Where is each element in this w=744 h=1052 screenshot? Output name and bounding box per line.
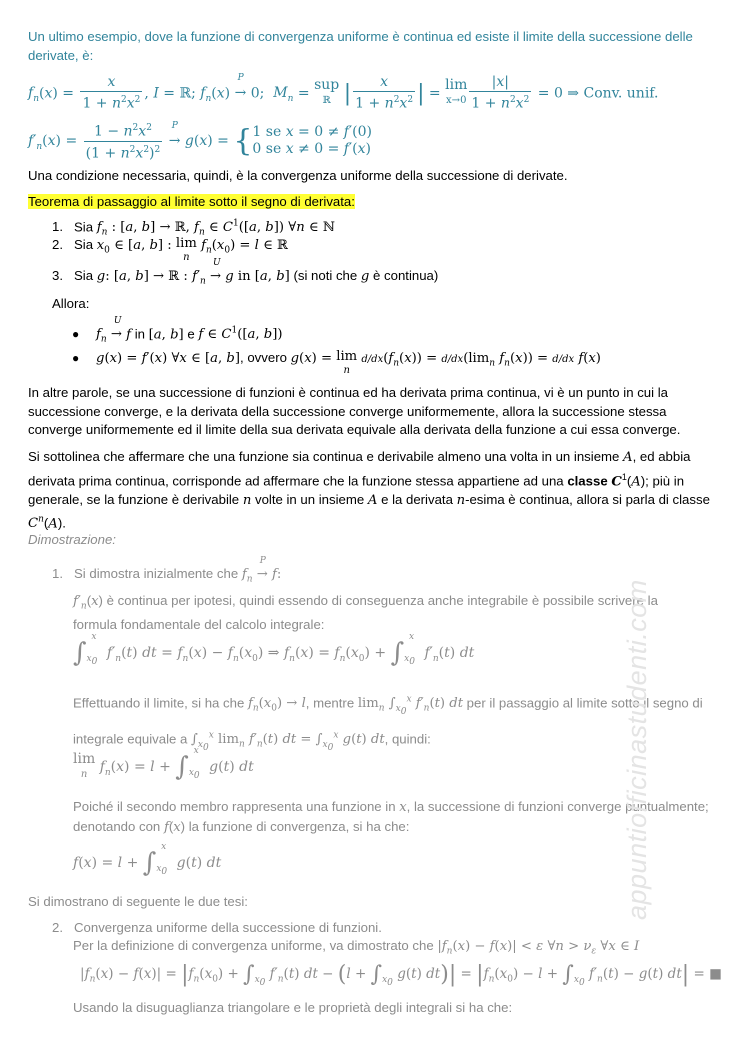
proof-step-2-p1: Per la definizione di convergenza uniforme, va dimostrato che $|f_n(x) - f(x)| < \varepsilon$ ∀n > $\nu_\varepsilon$ ∀x ∈ I xyxy=(73,938,640,957)
proof-heading: Dimostrazione: xyxy=(28,532,116,547)
fundamental-theorem-equation: $\int_{x_0}^x$ $f'_n(t)$ dt = $f_n(x) - f_n(x_0)$ ⇒ $f_n(x) = f_n(x_0) + \int_{x_0}^x$ $f'_n(t)$ dt xyxy=(73,632,475,668)
proof-step-1-p1: $f'_n(x)$ è continua per ipotesi, quindi essendo di conseguenza anche integrabile è possibile scrivere la formula fondamentale del calcolo integrale: xyxy=(73,593,658,633)
theorem-item-3: 3. Sia g: [a, b] → ℝ : $f'_n$ → U g in [a, b] (si noti che g è continua) xyxy=(52,258,439,287)
proof-step-1-p3: Poiché il secondo membro rappresenta una funzione in x, la successione di funzioni converge puntualmente; denotando con f(x) la funzione di convergenza, si ha che: xyxy=(73,799,709,835)
theorem-thesis-1: ● $f_n$ → U f in [a, b] e f ∈ $C^1([a$, b]) xyxy=(72,316,283,346)
two-theses-intro: Si dimostrano di seguente le due tesi: xyxy=(28,894,248,909)
proof-step-1-p2: Effettuando il limite, si ha che $f_n(x_0) \to l$, mentre $\lim_n \int_{x_0}^x$ $f'_n(t)$ dt per il passaggio al limite sotto il segno di integrale equivale a $\int_{x_0}^x$ $\lim_n f'_n(t)$ dt = $\int_{x_0}^x$ g(t) dt, quindi: xyxy=(73,695,703,753)
theorem-title: Teorema di passaggio al limite sotto il segno di derivata: xyxy=(28,194,355,209)
theorem-then: Allora: xyxy=(52,296,90,311)
theorem-item-1: 1. Sia $f_n$ : [a, b] → ℝ, $f_n$ ∈ $C^1([a$, b]) ∀n ∈ ℕ xyxy=(52,219,335,239)
necessary-condition: Una condizione necessaria, quindi, è la convergenza uniforme della successione di derivate. xyxy=(28,168,568,183)
proof-step-1-title: 1. Si dimostra inizialmente che $f_n$ → P f: xyxy=(52,556,282,585)
intro-paragraph: Un ultimo esempio, dove la funzione di convergenza uniforme è continua ed esiste il limite della successione delle derivate, è: xyxy=(28,29,693,63)
limit-equation: lim n $f_n(x) = l + \int_{x_0}^x$ g(t) dt xyxy=(73,746,254,782)
watermark: appuntiofficinastudenti.com xyxy=(622,579,652,920)
uniform-convergence-equation: $|f_n(x) - f(x)| = |f_n(x_0) + \int_{x_0}$ $f'_n(t)$ dt − ($l + \int_{x_0}$ g(t) $dt)| = |f_n(x_0) - l + \int_{x_0}$ $f'_n(t) - g(t) dt|$ = ■ xyxy=(80,962,722,988)
theorem-item-2: 2. Sia $x_0$ ∈ [a, b] : lim n $f_n(x_0) = l$ ∈ ℝ xyxy=(52,236,288,263)
convergence-function-equation: $f(x) = l + \int_{x_0}^x$ g(t) dt xyxy=(73,842,222,878)
proof-step-2-p3: Usando la disuguaglianza triangolare e le proprietà degli integrali si ha che: xyxy=(73,1000,513,1015)
explanation-paragraph-2: Si sottolinea che affermare che una funzione sia continua e derivabile almeno una volta in un insieme A, ed abbia derivata prima continua, corrisponde ad affermare che la funzione stessa appartiene ad una classe $C^1(A)$; più in generale, se la funzione è derivabile n volte in un insieme A e la derivata n-esima è continua, allora si parla di classe $C^n(A)$. xyxy=(28,449,710,532)
explanation-paragraph-1: In altre parole, se una successione di funzioni è continua ed ha derivata prima continua, vi è un punto in cui la successione converge, e la derivata della successione converge uniformemente, allora la successione stessa converge uniformemente ed il limite della sua derivata equivale alla derivata della funzione a cui essa converge. xyxy=(28,385,681,437)
example-function-equation: $f_n(x)$ = $\frac{x}{1 + n^2x^2}$ , I = ℝ; $f_n(x)$ → P 0; $M_n$ = sup ℝ | $\frac{x}{1 + n^2x^2}$ | = lim x→0 $\frac{|x|}{1 + n^2x^2}$ = 0 ⇒ Conv. unif. xyxy=(28,73,659,112)
theorem-thesis-2: ● g(x) = f′(x) ∀x ∈ [a, b], ovvero g(x) = lim n $d/dx(f_n(x)) = d/dx(\lim_n$ $f_n(x)) = d/dx$ f(x) xyxy=(72,349,601,376)
proof-step-2-title: 2. Convergenza uniforme della successione di funzioni. xyxy=(52,920,382,935)
derivative-equation: $f'_n(x)$ = $\frac{1 - n^2x^2}{(1 + n^2x^2)^2}$ → P g(x) = {1 se x = 0 ≠ f′(0) 0 se x ≠ 0 = f′(x) xyxy=(28,121,372,162)
